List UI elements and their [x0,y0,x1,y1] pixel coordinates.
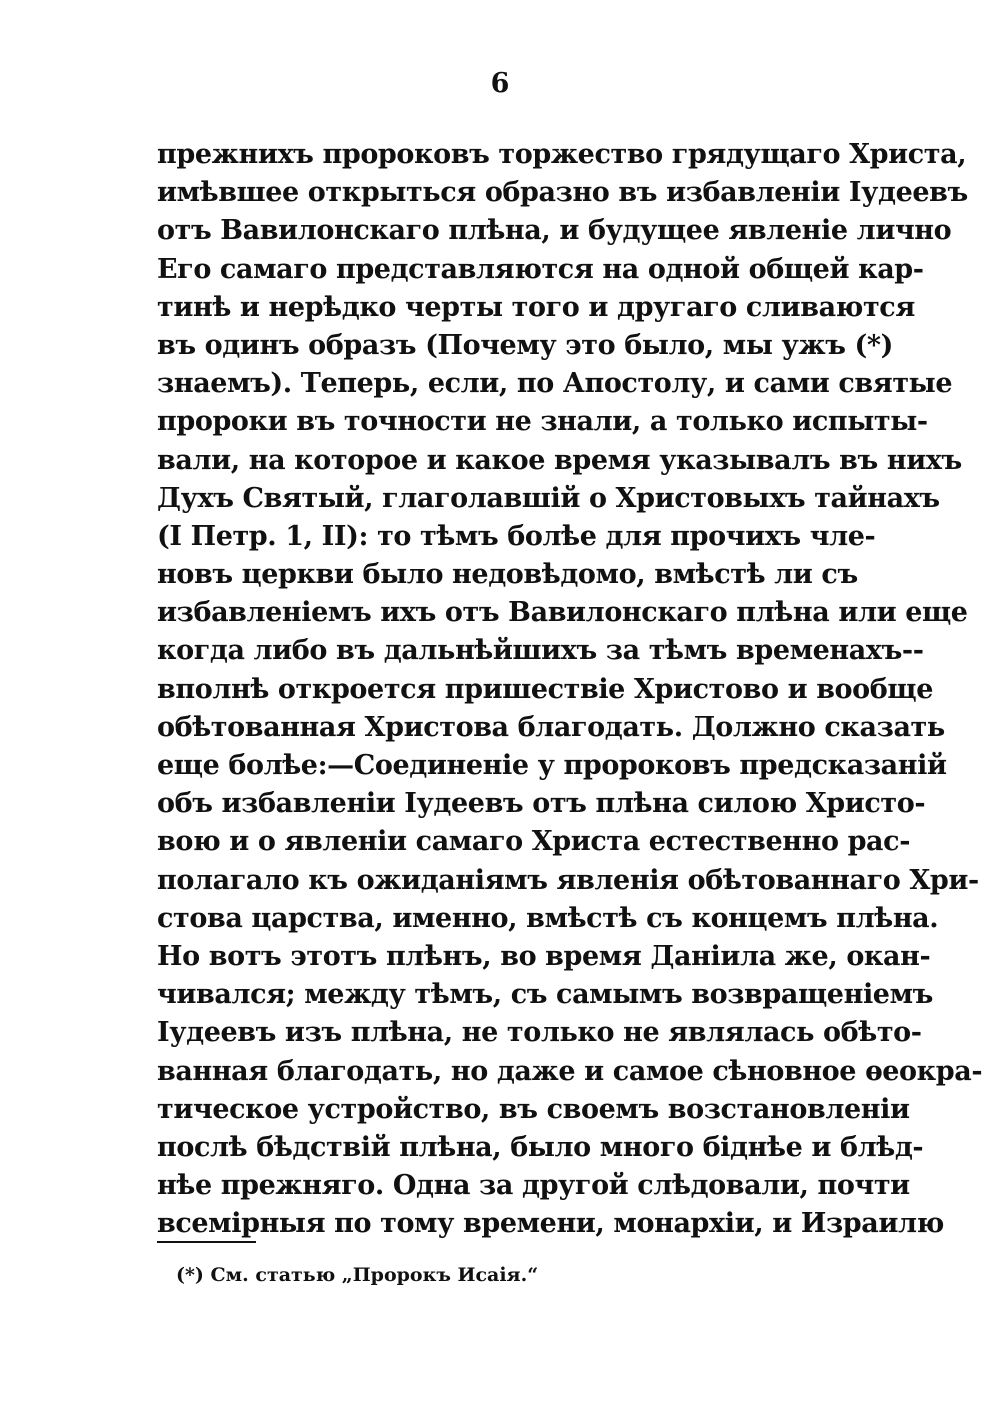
text-line: объ избавленіи Іудеевъ отъ плѣна силою Христо- [157,788,926,820]
text-line: нѣе прежняго. Одна за другой слѣдовали, почти [157,1170,910,1202]
text-line: еще болѣе:—Соединеніе у пророковъ предсказаній [157,750,947,781]
text-line: всемірныя по тому времени, монархіи, и Израилю [157,1208,944,1240]
text-line: полагало къ ожиданіямъ явленія обѣтованнаго Хри- [157,864,979,896]
text-line: послѣ бѣдствій плѣна, было много біднѣе и блѣд- [157,1131,924,1163]
text-line: тинѣ и нерѣдко черты того и другаго сливаются [157,291,915,323]
text-line: Его самаго представляются на одной общей кар- [157,253,924,285]
text-line: Духъ Святый, глаголавшій о Христовыхъ тайнахъ [157,482,940,514]
text-line: прежнихъ пророковъ торжество грядущаго Христа, [157,139,967,170]
text-line: тическое устройство, въ своемъ возстановленіи [157,1093,910,1125]
page-number: 6 [490,68,510,99]
text-line: стова царства, именно, вмѣстѣ съ концемъ плѣна. [157,902,939,934]
text-line: ванная благодать, но даже и самое сѣновное ѳеокра- [157,1055,983,1087]
text-line: (I Петр. 1, II): то тѣмъ болѣе для прочихъ чле- [157,520,876,552]
text-line: въ одинъ образъ (Почему это было, мы ужъ (*) [157,329,894,361]
text-line: чивался; между тѣмъ, съ самымъ возвращеніемъ [157,979,933,1011]
text-line: новъ церкви было недовѣдомо, вмѣстѣ ли съ [157,559,858,591]
text-line: вали, на которое и какое время указывалъ въ нихъ [157,444,962,476]
text-line: избавленіемъ ихъ отъ Вавилонскаго плѣна или еще [157,597,968,629]
text-line: Но вотъ этотъ плѣнъ, во время Даніила же, окан- [157,940,931,972]
text-line: пророки въ точности не знали, а только испыты- [157,406,928,438]
text-line: имѣвшее открыться образно въ избавленіи Іудеевъ [157,177,968,209]
footnote: (*) См. статью „Пророкъ Исаія.“ [176,1264,539,1286]
text-line: Іудеевъ изъ плѣна, не только не являлась обѣто- [157,1017,922,1049]
text-line: обѣтованная Христова благодать. Должно сказать [157,711,945,743]
text-line: вполнѣ откроется пришествіе Христово и вообще [157,673,933,705]
text-line: вою и о явленіи самаго Христа естественно рас- [157,826,910,858]
footnote-divider [157,1241,256,1243]
text-line: знаемъ). Теперь, если, по Апостолу, и сами святые [157,368,953,400]
body-text [157,136,983,1243]
text-line: отъ Вавилонскаго плѣна, и будущее явленіе лично [157,215,952,247]
text-line: когда либо въ дальнѣйшихъ за тѣмъ временахъ-- [157,635,924,667]
